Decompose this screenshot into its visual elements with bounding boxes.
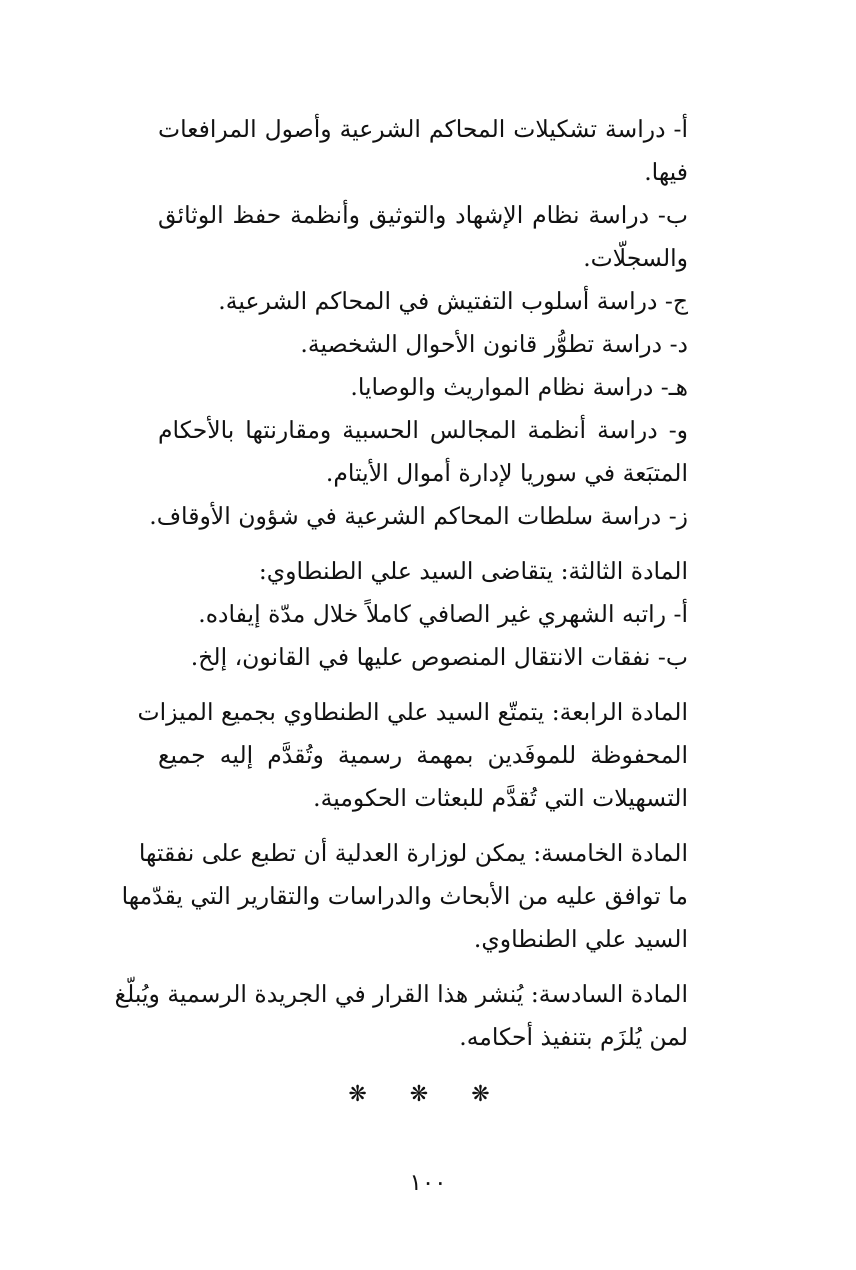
section-separator: ❋ ❋ ❋ — [348, 1082, 508, 1107]
article-five-line-3: السيد علي الطنطاوي. — [473, 925, 688, 953]
list-item-g: ز- دراسة سلطات المحاكم الشرعية في شؤون الأوقاف. — [149, 502, 688, 530]
paragraph-gap — [158, 538, 688, 550]
article-six-line-1: المادة السادسة: يُنشر هذا القرار في الجريدة الرسمية ويُبلّغ — [114, 980, 688, 1008]
article-six-line-2: لمن يُلزَم بتنفيذ أحكامه. — [459, 1023, 688, 1051]
article-two-list — [149, 108, 688, 538]
article-five-line-1: المادة الخامسة: يمكن لوزارة العدلية أن تطبع على نفقتها — [138, 839, 688, 867]
list-item-f-line-1: و- دراسة أنظمة المجالس الحسبية ومقارنتها بالأحكام — [158, 416, 688, 444]
article-three-item-b: ب- نفقات الانتقال المنصوص عليها في القانون، إلخ. — [190, 643, 688, 671]
page-body — [114, 108, 688, 1059]
article-four — [137, 691, 688, 820]
paragraph-gap — [158, 820, 688, 832]
article-three-item-a: أ- راتبه الشهري غير الصافي كاملاً خلال مدّة إيفاده. — [198, 600, 688, 628]
article-four-line-3: التسهيلات التي تُقدَّم للبعثات الحكومية. — [313, 784, 688, 812]
list-item-c: ج- دراسة أسلوب التفتيش في المحاكم الشرعية. — [218, 287, 688, 315]
list-item-b-line-1: ب- دراسة نظام الإشهاد والتوثيق وأنظمة حفظ الوثائق — [158, 201, 688, 229]
article-six — [114, 973, 688, 1059]
article-three — [158, 550, 688, 679]
list-item-a-line-2: فيها. — [644, 158, 688, 186]
paragraph-gap — [158, 679, 688, 691]
article-five — [121, 832, 688, 961]
list-item-e: هـ- دراسة نظام المواريث والوصايا. — [350, 373, 688, 401]
article-four-line-2: المحفوظة للموفَدين بمهمة رسمية وتُقدَّم إليه جميع — [158, 741, 688, 769]
list-item-b-line-2: والسجلّات. — [583, 244, 688, 272]
article-four-line-1: المادة الرابعة: يتمتّع السيد علي الطنطاوي بجميع الميزات — [137, 698, 688, 726]
list-item-d: د- دراسة تطوُّر قانون الأحوال الشخصية. — [300, 330, 688, 358]
page-number: ١٠٠ — [409, 1170, 447, 1196]
list-item-a-line-1: أ- دراسة تشكيلات المحاكم الشرعية وأصول المرافعات — [158, 115, 688, 143]
article-five-line-2: ما توافق عليه من الأبحاث والدراسات والتقارير التي يقدّمها — [121, 882, 688, 910]
article-three-heading: المادة الثالثة: يتقاضى السيد علي الطنطاوي: — [258, 557, 688, 585]
list-item-f-line-2: المتبَعة في سوريا لإدارة أموال الأيتام. — [325, 459, 688, 487]
paragraph-gap — [158, 961, 688, 973]
